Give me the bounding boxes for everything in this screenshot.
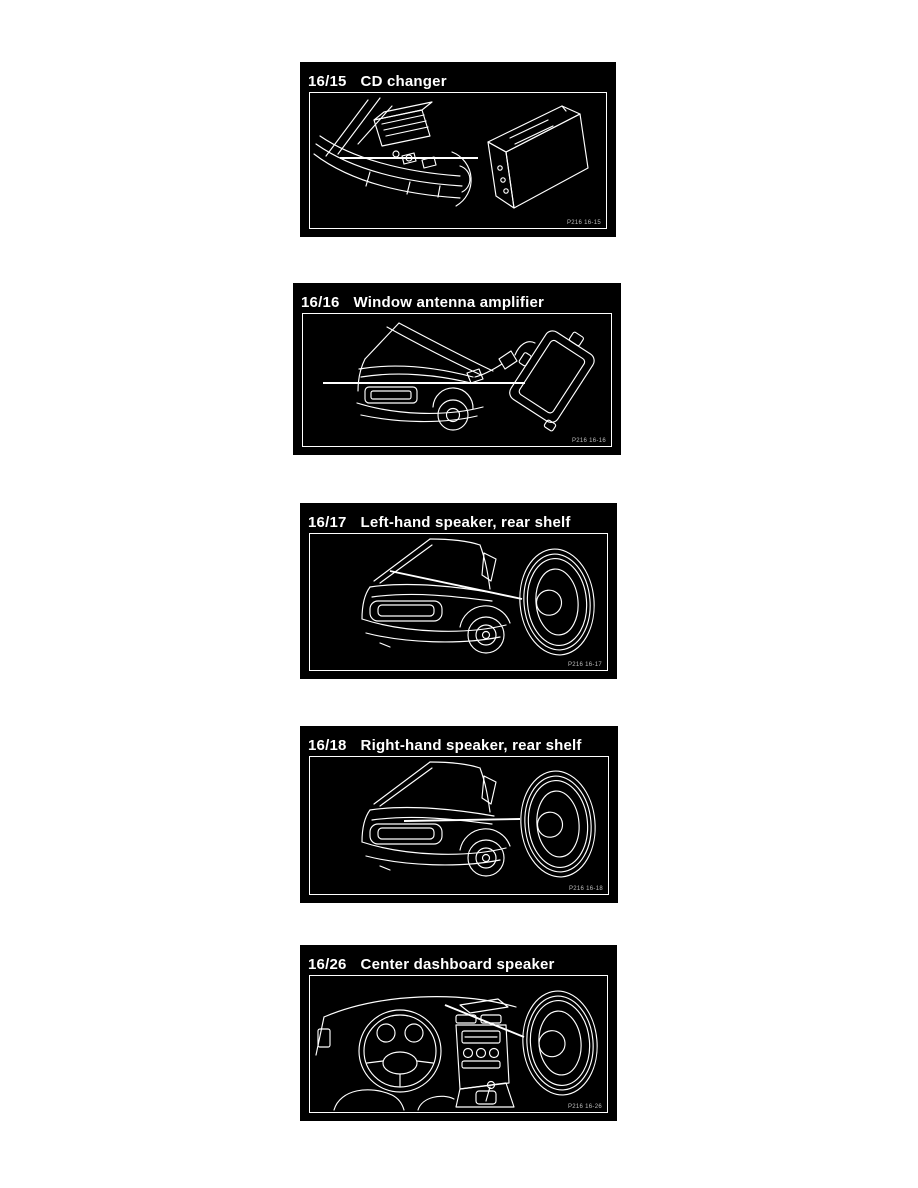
illustration-frame (309, 975, 608, 1113)
figure-number: 16/18 (308, 736, 347, 754)
panel-title-bar (300, 945, 617, 979)
panel-title-bar (300, 503, 617, 537)
left-rear-speaker-illustration (310, 534, 607, 670)
figure-caption: Right-hand speaker, rear shelf (360, 736, 582, 754)
figure-panel-center-dashboard-speaker (300, 945, 617, 1121)
panel-title-bar (300, 726, 618, 760)
panel-title-bar (293, 283, 621, 317)
illustration-frame (309, 92, 607, 229)
figure-number: 16/17 (308, 513, 347, 531)
figure-reference-code: P216 16-26 (567, 1104, 602, 1110)
figure-reference-code: P216 16-15 (566, 220, 601, 226)
figure-caption: Window antenna amplifier (353, 293, 545, 311)
right-rear-speaker-illustration (310, 757, 608, 894)
cd-changer-illustration (310, 93, 606, 228)
figure-panel-right-rear-speaker (300, 726, 618, 903)
figure-reference-code: P216 16-18 (568, 886, 603, 892)
figure-number: 16/15 (308, 72, 347, 90)
figure-caption: Left-hand speaker, rear shelf (360, 513, 571, 531)
figure-number: 16/16 (301, 293, 340, 311)
figure-caption: Center dashboard speaker (360, 955, 555, 973)
dashboard-speaker-illustration (310, 976, 607, 1112)
illustration-frame (309, 756, 609, 895)
figure-number: 16/26 (308, 955, 347, 973)
figure-caption: CD changer (360, 72, 447, 90)
leader-line (404, 819, 520, 821)
figure-panel-window-antenna-amplifier (293, 283, 621, 455)
window-antenna-amplifier-illustration (303, 314, 611, 446)
figure-reference-code: P216 16-16 (571, 438, 606, 444)
figure-reference-code: P216 16-17 (567, 662, 602, 668)
illustration-frame (309, 533, 608, 671)
illustration-frame (302, 313, 612, 447)
panel-title-bar (300, 62, 616, 96)
figure-panel-cd-changer (300, 62, 616, 237)
figure-panel-left-rear-speaker (300, 503, 617, 679)
